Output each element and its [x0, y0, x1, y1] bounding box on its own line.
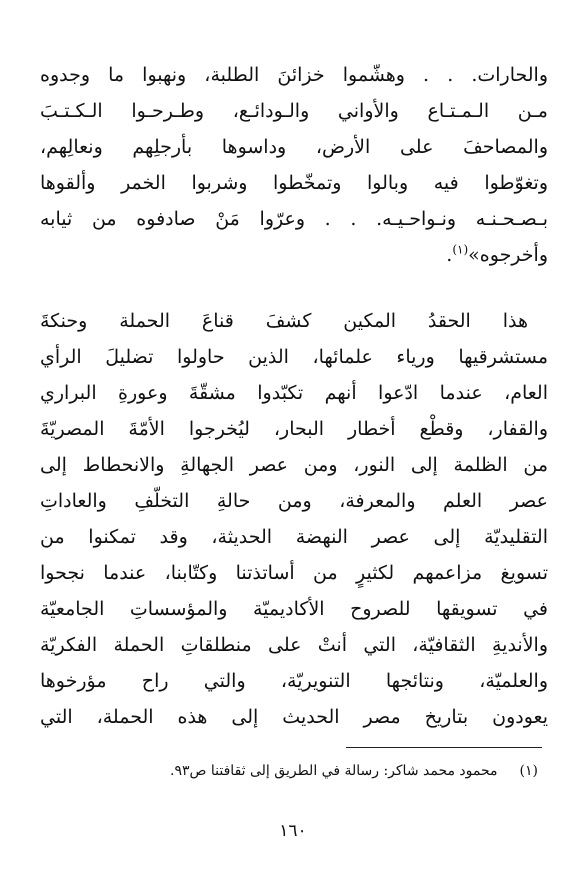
body-text-line: والمصاحفَ على الأرض، وداسوها بأرجلِهم ونعالِهم، — [40, 136, 548, 158]
page-number: ١٦٠ — [279, 821, 307, 841]
body-text-line: عصر العلم والمعرفة، ومن حالةِ التخلّفِ والعاداتِ — [40, 490, 548, 512]
body-text-line: التقليديّة إلى عصر النهضة الحديثة، وقد تمكنوا من — [40, 526, 548, 548]
footnote-text: محمود محمد شاكر: رسالة في الطريق إلى ثقافتنا ص٩٣. — [170, 763, 498, 779]
quote-end-text: وأخرجوه» — [468, 244, 548, 266]
footnote-number: (١) — [519, 763, 538, 779]
body-text-line: في تسويقها للصروح الأكاديميّة والمؤسساتِ الجامعيّة — [40, 598, 548, 620]
body-text-line: مـن الـمـتـاع والأواني والـودائـع، وطـرحـوا الـكـتـبَ — [40, 100, 548, 122]
body-text-line: والأنديةِ الثقافيّة، التي أنتْ على منطلقاتِ الحملة الفكريّة — [40, 634, 548, 656]
footnote-reference: (١) — [452, 242, 469, 257]
paragraph-first-line: هذا الحقدُ المكين كشفَ قناعَ الحملة وحنكةَ — [40, 310, 528, 332]
body-text-line: والعلميّة، ونتائجها التنويريّة، والتي راح مؤرخوها — [40, 670, 548, 692]
footnote — [170, 760, 538, 782]
body-text-line: والحارات. . . وهشّموا خزائنَ الطلبة، ونهبوا ما وجدوه — [40, 64, 548, 86]
body-text-line: بـصـحـنـه ونـواحـيـه. . . وعرّوا مَنْ صادفوه من ثيابه — [40, 208, 548, 230]
body-text-line: مستشرقيها ورياء علمائها، الذين حاولوا تضليلَ الرأي — [40, 346, 548, 368]
footnote-divider — [346, 747, 542, 748]
body-text-line: يعودون بتاريخ مصر الحديث إلى هذه الحملة، التي — [40, 706, 548, 728]
body-text-line: والقفار، وقطْع أخطار البحار، ليُخرجوا الأمّةَ المصريّةَ — [40, 418, 548, 440]
body-text-line: العام، عندما ادّعوا أنهم تكبّدوا مشقّةَ وعورةِ البراري — [40, 382, 548, 404]
body-text-line-last: وأخرجوه»$^{(١)}$. — [446, 242, 548, 266]
body-text-line: من الظلمة إلى النور، ومن عصر الجهالةِ والانحطاط إلى — [40, 454, 548, 476]
body-text-line: تسويغ مزاعمهم لكثيرٍ من أساتذتنا وكتّابنا، عندما نجحوا — [40, 562, 548, 584]
body-text-line: وتغوّطوا فيه وبالوا وتمخّطوا وشربوا الخمر وألقوها — [40, 172, 548, 194]
